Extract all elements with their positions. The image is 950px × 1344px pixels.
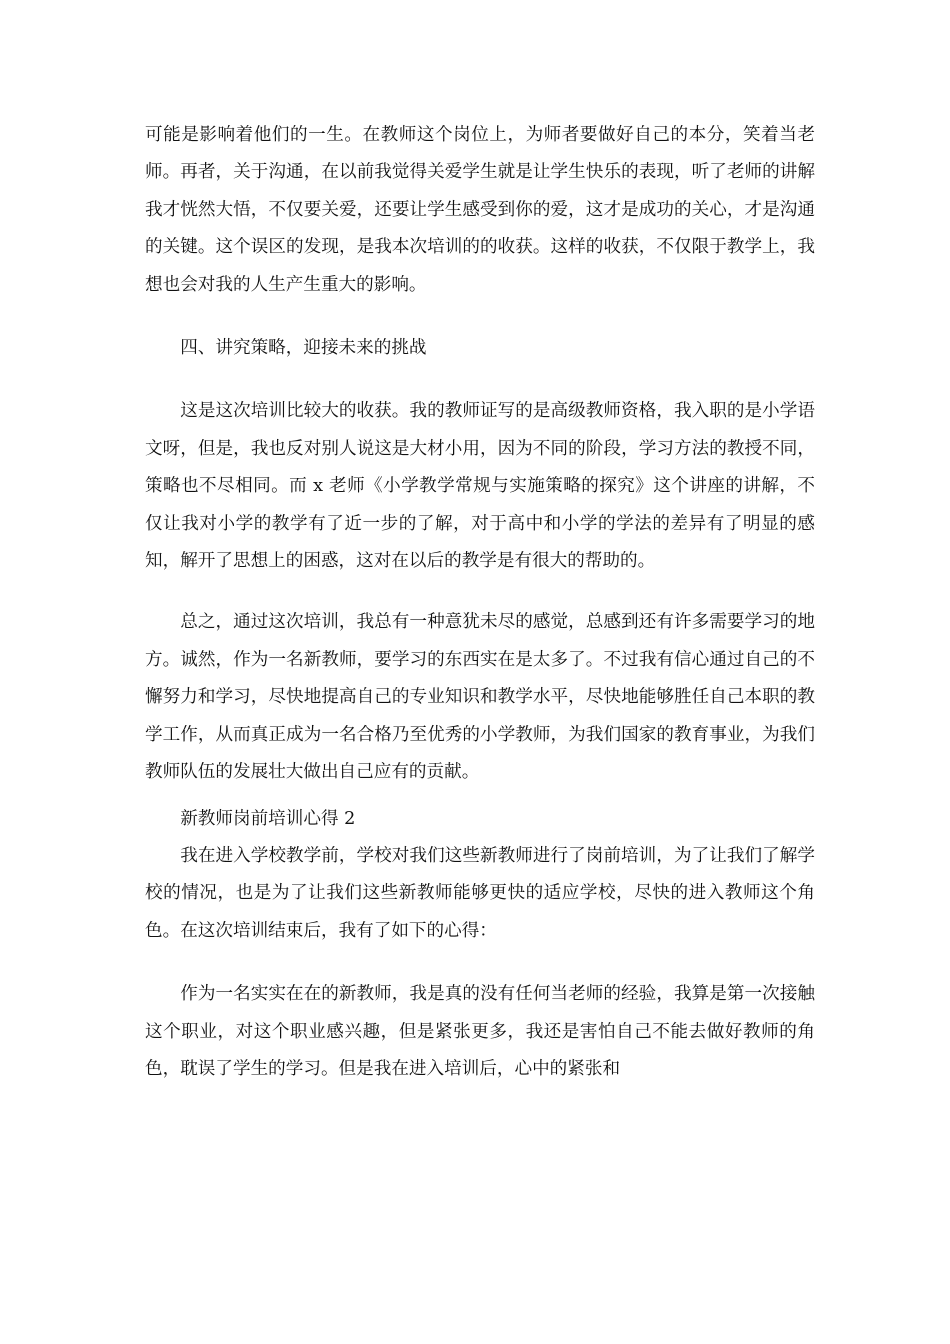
article-title-2: 新教师岗前培训心得 2 [180, 808, 356, 829]
paragraph-intro-2: 我在进入学校教学前，学校对我们这些新教师进行了岗前培训，为了让我们了解学校的情况，也是为了让我们这些新教师能够更快的适应学校，尽快的进入教师这个角色。在这次培训结束后，我有了如下的心得： [145, 845, 815, 941]
document-body [145, 117, 815, 1088]
paragraph-conclusion: 总之，通过这次培训，我总有一种意犹未尽的感觉，总感到还有许多需要学习的地方。诚然，作为一名新教师，要学习的东西实在是太多了。不过我有信心通过自己的不懈努力和学习，尽快地提高自己的专业知识和教学水平，尽快地能够胜任自己本职的教学工作，从而真正成为一名合格乃至优秀的小学教师，为我们国家的教育事业，为我们教师队伍的发展壮大做出自己应有的贡献。 [145, 612, 815, 783]
section-heading-strategy: 四、讲究策略，迎接未来的挑战 [180, 338, 427, 359]
paragraph-continuation: 可能是影响着他们的一生。在教师这个岗位上，为师者要做好自己的本分，笑着当老师。再者，关于沟通，在以前我觉得关爱学生就是让学生快乐的表现，听了老师的讲解我才恍然大悟，不仅要关爱，还要让学生感受到你的爱，这才是成功的关心，才是沟通的关键。这个误区的发现，是我本次培训的的收获。这样的收获，不仅限于教学上，我想也会对我的人生产生重大的影响。 [145, 125, 815, 295]
paragraph-strategy: 这是这次培训比较大的收获。我的教师证写的是高级教师资格，我入职的是小学语文呀，但是，我也反对别人说这是大材小用，因为不同的阶段，学习方法的教授不同，策略也不尽相同。而 x 老师《小学教学常规与实施策略的探究》这个讲座的讲解，不仅让我对小学的教学有了近一步的了解，对于高中和小学的学法的差异有了明显的感知，解开了思想上的困惑，这对在以后的教学是有很大的帮助的。 [145, 401, 815, 572]
paragraph-new-teacher: 作为一名实实在在的新教师，我是真的没有任何当老师的经验，我算是第一次接触这个职业，对这个职业感兴趣，但是紧张更多，我还是害怕自己不能去做好教师的角色，耽误了学生的学习。但是我在进入培训后，心中的紧张和 [145, 984, 815, 1079]
